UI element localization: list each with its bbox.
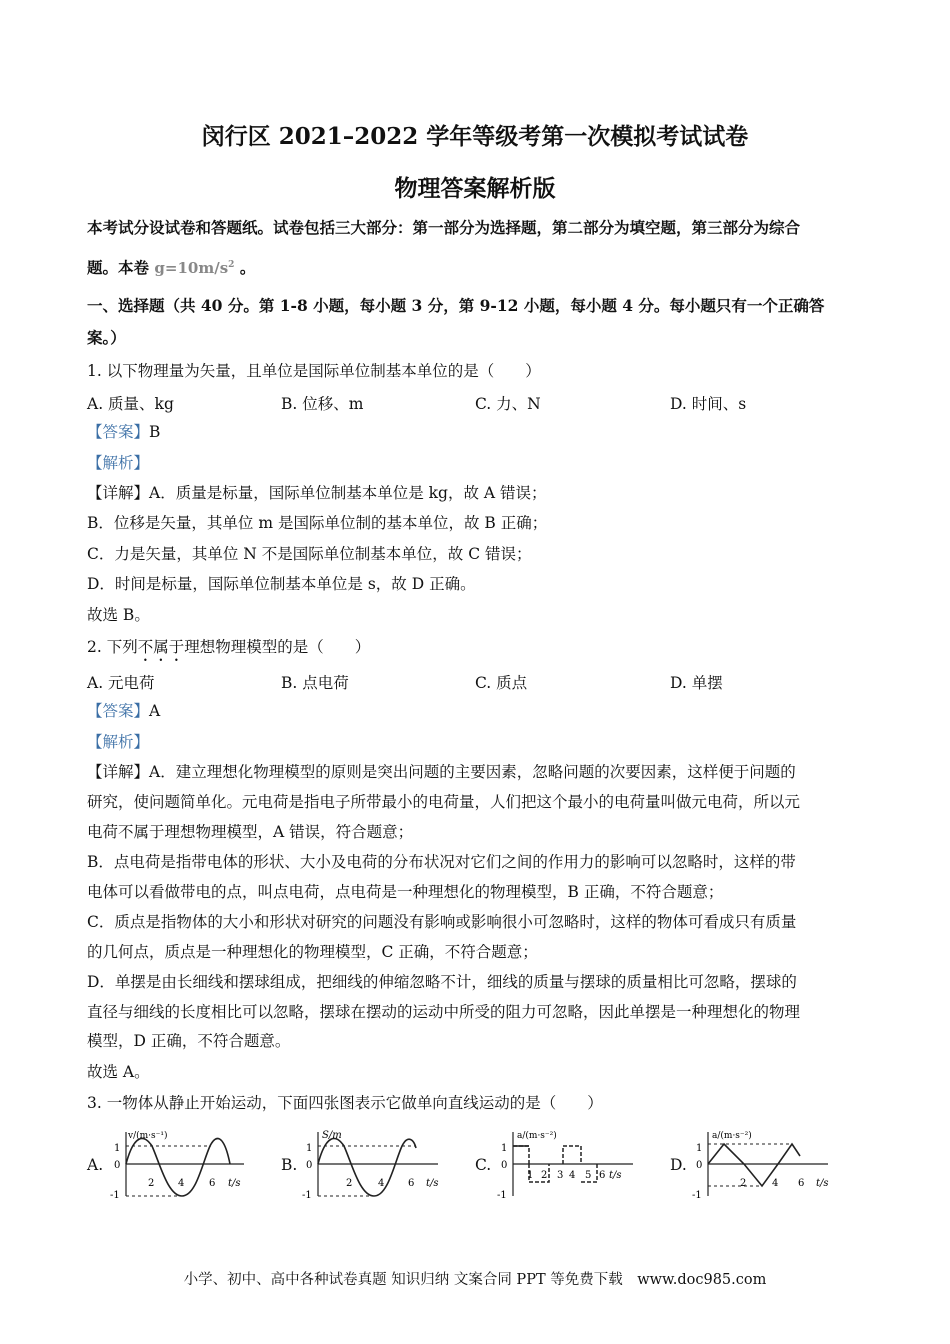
q2-detail-line-4: B．点电荷是指带电体的形状、大小及电荷的分布状况对它们之间的作用力的影响可以忽略时，这样的带: [87, 853, 796, 871]
graph-a-ytick-neg1: -1: [110, 1190, 120, 1201]
q2-conclusion: 故选 A。: [87, 1063, 150, 1081]
q2-stem: 2. 下列不属于理想物理模型的是（ ）: [87, 638, 371, 656]
q1-answer: 【答案】B: [87, 423, 161, 441]
document-title: 闵行区 2021–2022 学年等级考第一次模拟考试试卷: [201, 123, 749, 150]
graph-d-xtick-2: 2: [740, 1178, 747, 1189]
q3-graph-a: [106, 1124, 251, 1204]
graph-d-xlabel: t/s: [816, 1178, 829, 1189]
graph-c-ylabel: a/(m·s⁻²): [517, 1131, 557, 1141]
graph-c-ytick-neg1: -1: [497, 1190, 507, 1201]
q1-stem: 1. 以下物理量为矢量，且单位是国际单位制基本单位的是（ ）: [87, 362, 541, 380]
graph-b-ytick-neg1: -1: [302, 1190, 312, 1201]
graph-c-ytick-1: 1: [501, 1143, 508, 1154]
graph-d-ytick-neg1: -1: [692, 1190, 702, 1201]
graph-c-xtick-4: 4: [569, 1170, 576, 1181]
q2-detail-line-7: 的几何点，质点是一种理想化的物理模型，C 正确，不符合题意；: [87, 943, 538, 961]
graph-b-xtick-2: 2: [346, 1178, 353, 1189]
graph-b-xtick-4: 4: [378, 1178, 385, 1189]
q1-option-c: C. 力、N: [475, 395, 541, 413]
q2-option-d: D. 单摆: [670, 674, 723, 692]
graph-a-xtick-6: 6: [209, 1178, 216, 1189]
q3-graph-b: [298, 1124, 446, 1204]
q1-detail-line-2: B．位移是矢量，其单位 m 是国际单位制的基本单位，故 B 正确；: [87, 514, 548, 532]
graph-a-ytick-1: 1: [114, 1143, 121, 1154]
graph-b-ytick-1: 1: [306, 1143, 313, 1154]
q1-analysis-tag: 【解析】: [87, 454, 150, 472]
graph-a-ytick-0: 0: [114, 1160, 121, 1171]
graph-b-ytick-0: 0: [306, 1160, 313, 1171]
q2-option-c: C. 质点: [475, 674, 528, 692]
graph-c-xtick-6: 6: [599, 1170, 606, 1181]
graph-c-xtick-2: 2: [541, 1170, 548, 1181]
q3-graph-d: [688, 1124, 836, 1204]
graph-c-xlabel: t/s: [609, 1170, 622, 1181]
graph-c-xtick-5: 5: [585, 1170, 592, 1181]
q2-emphasis: 不属于: [137, 638, 185, 656]
graph-c-xtick-3: 3: [557, 1170, 564, 1181]
graph-d-xtick-4: 4: [772, 1178, 779, 1189]
q3-graph-c: [493, 1124, 641, 1204]
q3-option-b-letter: B.: [281, 1156, 298, 1174]
q2-option-b: B. 点电荷: [281, 674, 349, 692]
q2-detail-line-10: 模型，D 正确，不符合题意。: [87, 1032, 291, 1050]
gravity-value: $g=10m/s^2$: [154, 259, 235, 277]
graph-a-xtick-4: 4: [178, 1178, 185, 1189]
q3-option-a-letter: A.: [87, 1156, 104, 1174]
graph-d-ytick-1: 1: [696, 1143, 703, 1154]
q2-detail-line-1: 【详解】A．建立理想化物理模型的原则是突出问题的主要因素，忽略问题的次要因素，这样便于问题的: [87, 763, 796, 781]
graph-c-xtick-1: 1: [527, 1170, 534, 1181]
graph-b-ylabel: S/m: [322, 1130, 342, 1141]
q1-option-b: B. 位移、m: [281, 395, 364, 413]
intro-line-2: 题。本卷 $g=10m/s^2$ 。: [87, 258, 256, 277]
q2-option-a: A. 元电荷: [87, 674, 155, 692]
q1-conclusion: 故选 B。: [87, 606, 150, 624]
graph-c-ytick-0: 0: [501, 1160, 508, 1171]
graph-d-ylabel: a/(m·s⁻²): [712, 1131, 752, 1141]
q2-detail-line-3: 电荷不属于理想物理模型，A 错误，符合题意；: [87, 823, 414, 841]
graph-d-ytick-0: 0: [696, 1160, 703, 1171]
q3-option-d-letter: D.: [670, 1156, 687, 1174]
graph-b-xlabel: t/s: [426, 1178, 439, 1189]
q3-option-c-letter: C.: [475, 1156, 492, 1174]
page-footer: 小学、初中、高中各种试卷真题 知识归纳 文案合同 PPT 等免费下载 www.doc985.com: [183, 1272, 767, 1288]
q1-detail-line-3: C．力是矢量，其单位 N 不是国际单位制基本单位，故 C 错误；: [87, 545, 532, 563]
q2-detail-line-8: D．单摆是由长细线和摆球组成，把细线的伸缩忽略不计，细线的质量与摆球的质量相比可忽略，摆球的: [87, 973, 797, 991]
q1-detail-line-1: 【详解】A．质量是标量，国际单位制基本单位是 kg，故 A 错误；: [87, 484, 547, 502]
q1-option-a: A. 质量、kg: [87, 395, 174, 413]
graph-a-xlabel: t/s: [228, 1178, 241, 1189]
q2-answer: 【答案】A: [87, 702, 161, 720]
q2-detail-line-5: 电体可以看做带电的点，叫点电荷，点电荷是一种理想化的物理模型，B 正确，不符合题意；: [87, 883, 724, 901]
graph-b-xtick-6: 6: [408, 1178, 415, 1189]
graph-a-ylabel: v/(m·s⁻¹): [128, 1131, 168, 1141]
section-heading-line-2: 案。）: [87, 328, 126, 347]
q1-option-d: D. 时间、s: [670, 395, 747, 413]
graph-d-xtick-6: 6: [798, 1178, 805, 1189]
q2-detail-line-6: C．质点是指物体的大小和形状对研究的问题没有影响或影响很小可忽略时，这样的物体可看成只有质量: [87, 913, 797, 931]
document-subtitle: 物理答案解析版: [394, 175, 556, 202]
section-heading-line-1: 一、选择题（共 40 分。第 1-8 小题，每小题 3 分，第 9-12 小题，每小题 4 分。每小题只有一个正确答: [87, 296, 825, 315]
q2-detail-line-2: 研究，使问题简单化。元电荷是指电子所带最小的电荷量，人们把这个最小的电荷量叫做元电荷，所以元: [87, 793, 801, 811]
q2-detail-line-9: 直径与细线的长度相比可以忽略，摆球在摆动的运动中所受的阻力可忽略，因此单摆是一种理想化的物理: [87, 1003, 801, 1021]
q1-detail-line-4: D．时间是标量，国际单位制基本单位是 s，故 D 正确。: [87, 575, 476, 593]
intro-line-1: 本考试分设试卷和答题纸。试卷包括三大部分：第一部分为选择题，第二部分为填空题，第三部分为综合: [87, 218, 801, 237]
q2-analysis-tag: 【解析】: [87, 733, 150, 751]
graph-a-xtick-2: 2: [148, 1178, 155, 1189]
q3-stem: 3. 一物体从静止开始运动，下面四张图表示它做单向直线运动的是（ ）: [87, 1094, 603, 1112]
